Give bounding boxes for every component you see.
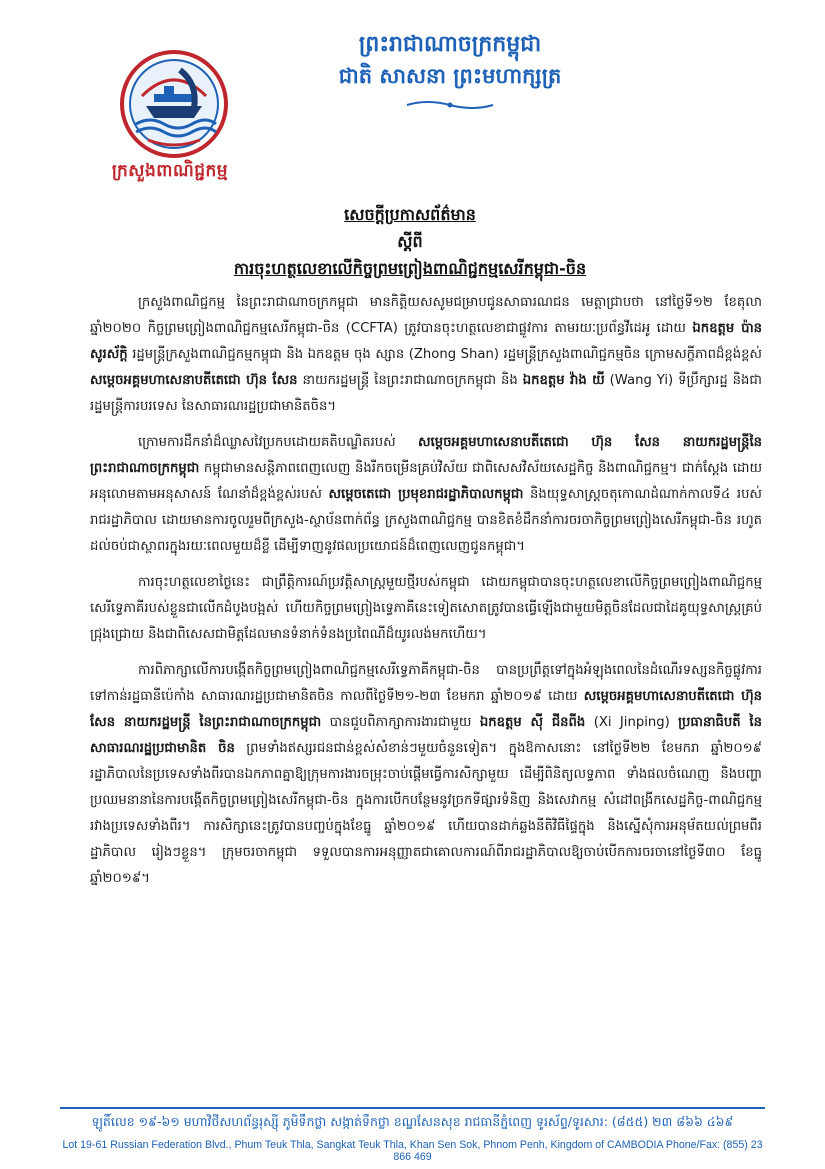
paragraph-3: ការចុះហត្ថលេខាថ្ងៃនេះ ជាព្រឹត្តិការណ៍ប្រវត្តិសាស្ដ្រមួយថ្មីរបស់កម្ពុជា ដោយកម្ពុជាបានចុះហត្ថលេខាលើកិច្ចព្រមព្រៀងពាណិជ្ជកម្មសេរីទ្វេភាគីរបស់ខ្លួនជាលើកដំបូងបង្អស់ ហើយកិច្ចព្រមព្រៀងទ្វេភាគីនេះទៀតសោតត្រូវបានធ្វើឡើងជាមួយមិត្តចិនដែលជាដៃគូយុទ្ធសាស្ដ្រគ្រប់ជ្រុងជ្រោយ និងជាពិសេសជាមិត្តដែលមានទំនាក់ទំនងប្រពៃណីដ៏យូរលង់មកហើយ។ — [90, 575, 762, 642]
footer-address-khmer: ឡូតិ៍លេខ ១៩-៦១ មហាវិថីសហព័ន្ធរុស្ស៊ី ភូមិទឹកថ្លា សង្កាត់ទឹកថ្លា ខណ្ឌសែនសុខ រាជធានីភ្នំពេញ ទូរស័ព្ទ/ទូរសារ: (៨៥៥) ២៣ ៨៦៦ ៤៦៩ — [91, 1114, 734, 1129]
paragraph-1: ក្រសួងពាណិជ្ជកម្ម នៃព្រះរាជាណាចក្រកម្ពុជា មានកិត្តិយសសូមជម្រាបជូនសាធារណជន មេត្តាជ្រាបថា នៅថ្ងៃទី១២ ខែតុលា ឆ្នាំ២០២០ កិច្ចព្រមព្រៀងពាណិជ្ជកម្មសេរីកម្ពុជា-ចិន (CCFTA) ត្រូវបានចុះហត្ថលេខាជាផ្លូវការ តាមរយៈប្រព័ន្ធវីដេអូ ដោយ ឯកឧត្ដម ប៉ាន សូរស័ក្ដិ រដ្ឋមន្ដ្រីក្រសួងពាណិជ្ជកម្មកម្ពុជា និង ឯកឧត្ដម ចុង ស្សាន (Zhong Shan) រដ្ឋមន្ដ្រីក្រសួងពាណិជ្ជកម្មចិន ក្រោមសក្ខីភាពដ៏ខ្ពង់ខ្ពស់ សម្ដេចអគ្គមហាសេនាបតីតេជោ ហ៊ុន សែន នាយករដ្ឋមន្ដ្រី នៃព្រះរាជាណាចក្រកម្ពុជា និង ឯកឧត្ដម វ៉ាង យី (Wang Yi) ទីប្រឹក្សារដ្ឋ និងជារដ្ឋមន្ដ្រីការបរទេស នៃសាធារណរដ្ឋប្រជាមានិតចិន។ — [90, 295, 763, 414]
ministry-name: ក្រសួងពាណិជ្ជកម្ម — [111, 161, 229, 181]
ministry-seal-icon — [120, 50, 228, 158]
document-title: សេចក្ដីប្រកាសព័ត៌មាន — [344, 205, 476, 224]
document-subject: ស្ដីពី — [397, 232, 423, 251]
footer-address-english: Lot 19-61 Russian Federation Blvd., Phum Teuk Thla, Sangkat Teuk Thla, Khan Sen Sok, Phnom Penh, Kingdom of CAMBODIA Phone/Fax: (855) 23 866 469 — [62, 1139, 763, 1163]
footer-divider — [60, 1107, 765, 1109]
kingdom-motto: ជាតិ សាសនា ព្រះមហាក្សត្រ — [338, 64, 562, 88]
document-body — [90, 290, 762, 902]
paragraph-2: ក្រោមការដឹកនាំដ៏ឈ្លាសវៃប្រកបដោយគតិបណ្ឌិតរបស់ សម្ដេចអគ្គមហាសេនាបតីតេជោ ហ៊ុន សែន នាយករដ្ឋមន្ដ្រីនៃព្រះរាជាណាចក្រកម្ពុជា កម្ពុជាមានសន្ដិភាពពេញលេញ និងរីកចម្រើនគ្រប់វិស័យ ជាពិសេសវិស័យសេដ្ឋកិច្ច និងពាណិជ្ជកម្ម។ ជាក់ស្ដែង ដោយអនុលោមតាមអនុសាសន៍ ណែនាំដ៏ខ្ពង់ខ្ពស់របស់ សម្ដេចតេជោ ប្រមុខរាជរដ្ឋាភិបាលកម្ពុជា និងយុទ្ធសាស្ដ្រចតុកោណដំណាក់កាលទី៤ របស់រាជរដ្ឋាភិបាល ដោយមានការចូលរួមពីក្រសួង-ស្ថាប័នពាក់ព័ន្ធ ក្រសួងពាណិជ្ជកម្ម បានខិតខំដឹកនាំការចរចាកិច្ចព្រមព្រៀងសេរីកម្ពុជា-ចិន រហូតដល់ចប់ជាស្ថាពរក្នុងរយៈពេលមួយដ៏ខ្លី ដើម្បីទាញនូវផលប្រយោជន៍ដ៏ពេញលេញជូនកម្ពុជា។ — [90, 435, 763, 554]
kingdom-title: ព្រះរាជាណាចក្រកម្ពុជា — [358, 32, 542, 57]
ornament-divider-icon — [405, 99, 495, 111]
document-heading: ការចុះហត្ថលេខាលើកិច្ចព្រមព្រៀងពាណិជ្ជកម្មសេរីកម្ពុជា-ចិន — [233, 259, 587, 278]
paragraph-4: ការពិភាក្សាលើការបង្កើតកិច្ចព្រមព្រៀងពាណិជ្ជកម្មសេរីទ្វេភាគីកម្ពុជា-ចិន បានប្រព្រឹត្ដទៅក្នុងអំឡុងពេលនៃដំណើរទស្សនកិច្ចផ្លូវការទៅកាន់រដ្ឋធានីប៉េកាំង សាធារណរដ្ឋប្រជាមានិតចិន កាលពីថ្ងៃទី២១-២៣ ខែមករា ឆ្នាំ២០១៩ ដោយ សម្ដេចអគ្គមហាសេនាបតីតេជោ ហ៊ុន សែន នាយករដ្ឋមន្ដ្រី នៃព្រះរាជាណាចក្រកម្ពុជា បានជួបពិភាក្សាការងារជាមួយ ឯកឧត្ដម ស៊ី ជីនពីង (Xi Jinping) ប្រធានាធិបតី នៃសាធារណរដ្ឋប្រជាមានិត ចិន ព្រមទាំងឥស្សរជនជាន់ខ្ពស់សំខាន់ៗមួយចំនួនទៀត។ ក្នុងឱកាសនោះ នៅថ្ងៃទី២២ ខែមករា ឆ្នាំ២០១៩ រដ្ឋាភិបាលនៃប្រទេសទាំងពីរបានឯកភាពគ្នាឱ្យក្រុមការងារចម្រុះចាប់ផ្ដើមធ្វើការសិក្សាមួយ ដើម្បីពិនិត្យលទ្ធភាព ទាំងផលចំណេញ និងបញ្ហាប្រឈមនានានៃការបង្កើតកិច្ចព្រមព្រៀងសេរីកម្ពុជា-ចិន ក្នុងការបើកបន្ថែមនូវច្រកទីផ្សារទំនិញ និងសេវាកម្ម សំដៅពង្រីកសេដ្ឋកិច្ច-ពាណិជ្ជកម្មរវាងប្រទេសទាំងពីរ។ ការសិក្សានេះត្រូវបានបញ្ចប់ក្នុងខែធ្នូ ឆ្នាំ២០១៩ ហើយបានដាក់ឆ្លងនីតិវិធីផ្ទៃក្នុង និងស្នើសុំការអនុម័តយល់ព្រមពីរដ្ឋាភិបាល រៀងៗខ្លួន។ ក្រុមចរចាកម្ពុជា ទទួលបានការអនុញ្ញាតជាគោលការណ៍ពីរាជរដ្ឋាភិបាលឱ្យចាប់បើកការចរចានៅថ្ងៃទី៣០ ខែធ្នូ ឆ្នាំ២០១៩។ — [90, 663, 762, 886]
